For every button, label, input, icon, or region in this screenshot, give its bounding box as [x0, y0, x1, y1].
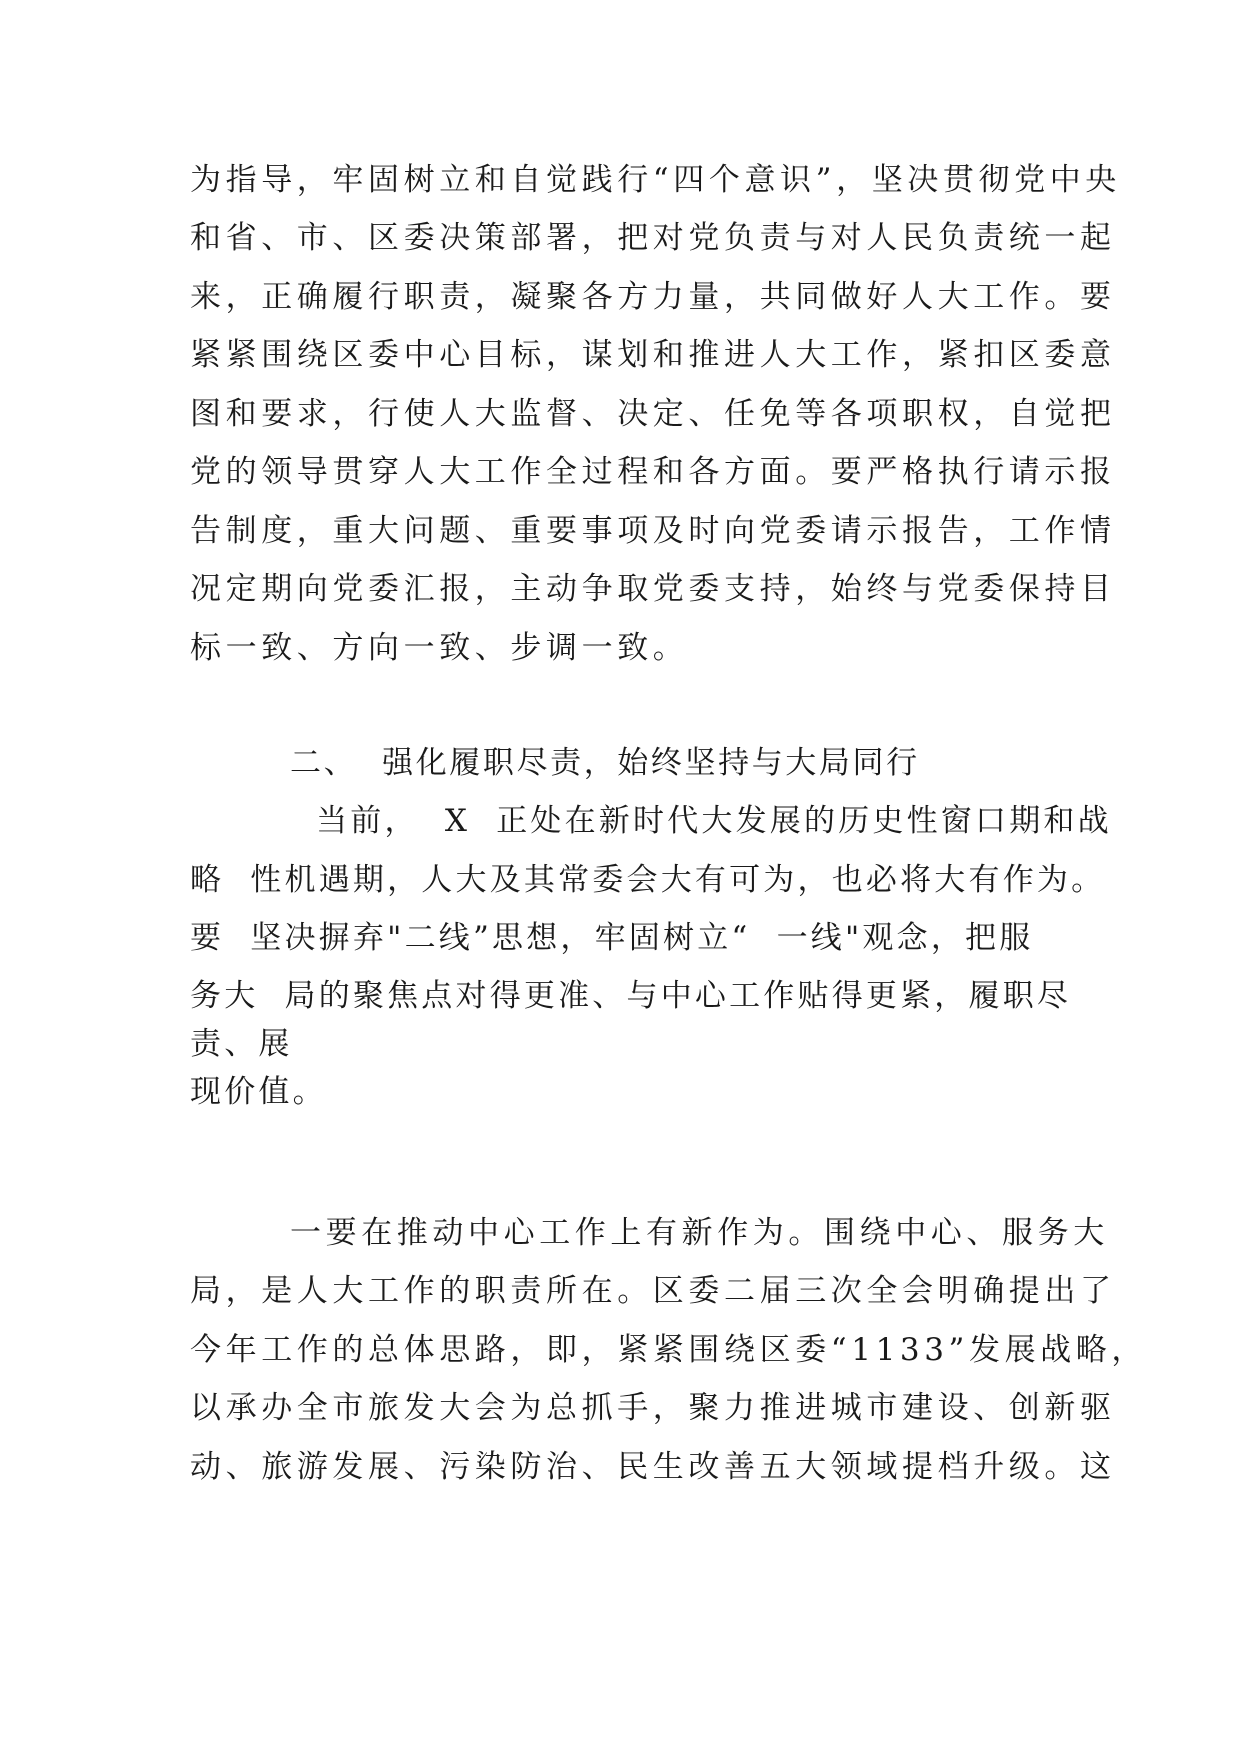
paragraph-line: 党的领导贯穿人大工作全过程和各方面。要严格执行请示报 — [190, 454, 1116, 490]
paragraph-line: 要 坚决摒弃"二线”思想，牢固树立“ 一线"观念，把服 — [190, 920, 1034, 956]
paragraph-line: 一要在推动中心工作上有新作为。围绕中心、服务大 — [290, 1215, 1109, 1251]
paragraph-line: 以承办全市旅发大会为总抓手，聚力推进城市建设、创新驱 — [190, 1390, 1116, 1426]
paragraph-line: 为指导，牢固树立和自觉践行“四个意识”，坚决贯彻党中央 — [190, 162, 1121, 198]
paragraph-line: 当前， X 正处在新时代大发展的历史性窗口期和战 — [290, 803, 1112, 839]
paragraph-line: 动、旅游发展、污染防治、民生改善五大领域提档升级。这 — [190, 1449, 1116, 1485]
paragraph-line: 现价值。 — [190, 1074, 327, 1110]
paragraph-line: 来，正确履行职责，凝聚各方力量，共同做好人大工作。要 — [190, 279, 1116, 315]
paragraph-line: 告制度，重大问题、重要事项及时向党委请示报告，工作情 — [190, 513, 1116, 549]
paragraph-line: 标一致、方向一致、步调一致。 — [190, 630, 689, 666]
paragraph-line: 略 性机遇期，人大及其常委会大有可为，也必将大有作为。 — [190, 862, 1106, 898]
paragraph-line: 今年工作的总体思路，即，紧紧围绕区委“1133”发展战略， — [190, 1332, 1147, 1368]
paragraph-line: 和省、市、区委决策部署，把对党负责与对人民负责统一起 — [190, 220, 1116, 256]
paragraph-line: 责、展 — [190, 1026, 293, 1062]
paragraph-line: 紧紧围绕区委中心目标，谋划和推进人大工作，紧扣区委意 — [190, 337, 1116, 373]
paragraph-line: 局，是人大工作的职责所在。区委二届三次全会明确提出了 — [190, 1273, 1116, 1309]
paragraph-line: 图和要求，行使人大监督、决定、任免等各项职权，自觉把 — [190, 396, 1116, 432]
paragraph-line: 务大 局的聚焦点对得更准、与中心工作贴得更紧，履职尽 — [190, 978, 1072, 1014]
section-heading: 二、 强化履职尽责，始终坚持与大局同行 — [290, 745, 920, 781]
paragraph-line: 况定期向党委汇报，主动争取党委支持，始终与党委保持目 — [190, 571, 1116, 607]
